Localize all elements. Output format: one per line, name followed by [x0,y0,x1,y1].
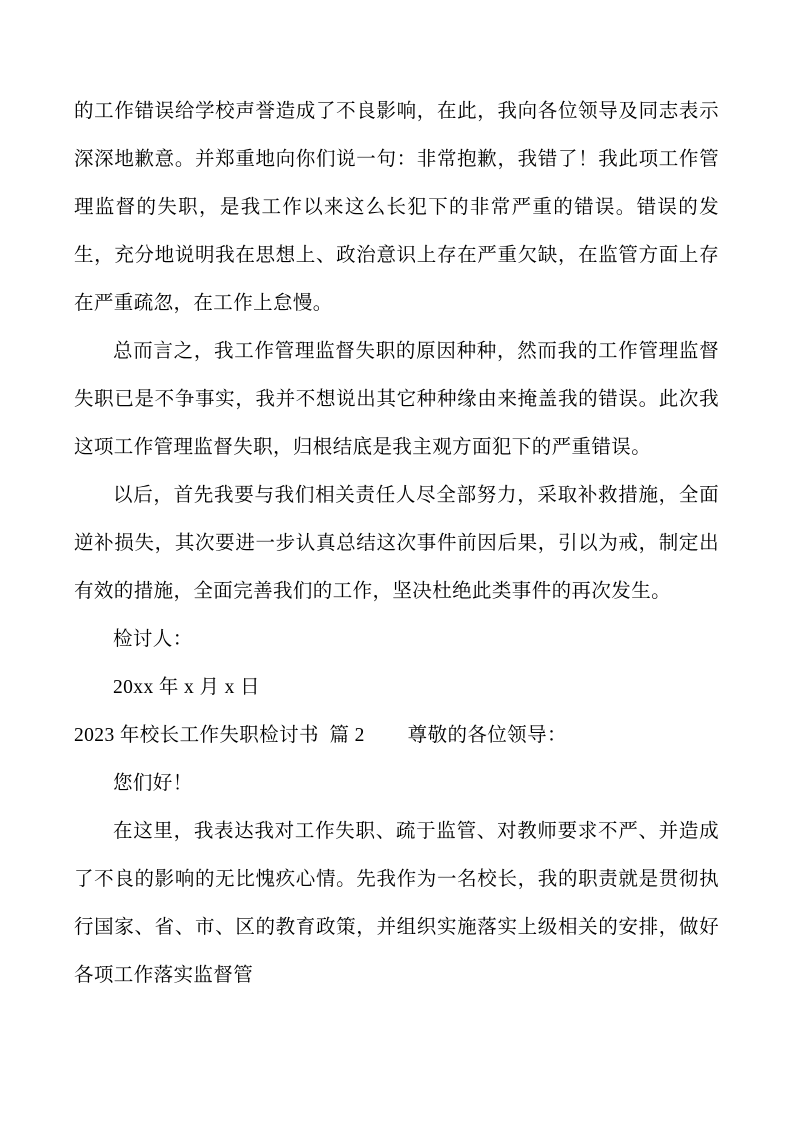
document-body [74,88,719,1000]
paragraph-greeting: 您们好！ [113,773,193,794]
section-heading-title: 2023 年校长工作失职检讨书 [74,725,319,746]
section-heading [74,712,719,760]
section-heading-salutation: 尊敬的各位领导： [407,725,567,746]
paragraph-measures: 以后，首先我要与我们相关责任人尽全部努力，采取补救措施，全面逆补损失，其次要进一步认真总结这次事件前因后果，引以为戒，制定出有效的措施，全面完善我们的工作，坚决杜绝此类事件的再次发生。 [74,485,719,602]
paragraph-summary: 总而言之，我工作管理监督失职的原因种种，然而我的工作管理监督失职已是不争事实，我并不想说出其它种种缘由来掩盖我的错误。此次我这项工作管理监督失职，归根结底是我主观方面犯下的严重错误。 [74,341,719,458]
signature-label: 检讨人： [113,629,193,650]
paragraph-continuation: 的工作错误给学校声誉造成了不良影响，在此，我向各位领导及同志表示深深地歉意。并郑重地向你们说一句：非常抱歉，我错了！我此项工作管理监督的失职，是我工作以来这么长犯下的非常严重的错误。错误的发生，充分地说明我在思想上、政治意识上存在严重欠缺，在监管方面上存在严重疏忽，在工作上怠慢。 [74,101,719,314]
section-heading-piece-label: 篇 2 [329,725,365,746]
paragraph-apology: 在这里，我表达我对工作失职、疏于监管、对教师要求不严、并造成了不良的影响的无比愧疚心情。先我作为一名校长，我的职责就是贯彻执行国家、省、市、区的教育政策，并组织实施落实上级相关的安排，做好各项工作落实监督管 [74,821,719,986]
section-heading-spacer [319,725,330,746]
signature-date: 20xx 年 x 月 x 日 [113,677,260,698]
